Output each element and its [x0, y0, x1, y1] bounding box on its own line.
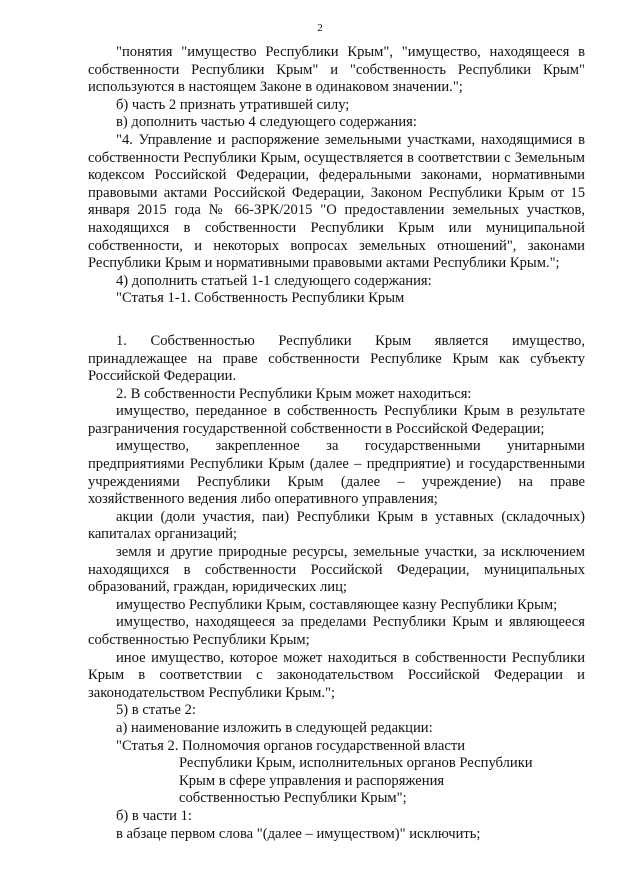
page-number: 2	[317, 22, 323, 34]
paragraph: б) в части 1:	[116, 807, 192, 824]
paragraph: имущество, находящееся за пределами Республики Крым и являющееся собственностью Республики Крым;	[88, 614, 585, 648]
article-heading: "Статья 1-1. Собственность Республики Крым	[116, 290, 405, 307]
paragraph: 2. В собственности Республики Крым может находиться:	[116, 385, 472, 402]
paragraph: а) наименование изложить в следующей редакции:	[116, 719, 433, 736]
paragraph: имущество, закрепленное за государственными унитарными предприятиями Республики Крым (далее – предприятие) и государственными учреждениями Республики Крым (далее – учреждение) на праве хозяйственного ведения либо оперативного управления;	[88, 438, 585, 508]
paragraph: земля и другие природные ресурсы, земельные участки, за исключением находящихся в собственности Российской Федерации, муниципальных образований, граждан, юридических лиц;	[88, 544, 585, 596]
paragraph: 1. Собственностью Республики Крым является имущество, принадлежащее на праве собственности Республике Крым как субъекту Российской Федерации.	[88, 332, 585, 385]
paragraph: акции (доли участия, паи) Республики Крым в уставных (складочных) капиталах организаций;	[88, 508, 585, 543]
paragraph: "понятия "имущество Республики Крым", "имущество, находящееся в собственности Республики Крым" и "собственность Республики Крым" используются в настоящем Законе в одинаковом значении.";	[88, 44, 585, 96]
paragraph: б) часть 2 признать утратившей силу;	[116, 96, 350, 113]
paragraph: имущество, переданное в собственность Республики Крым в результате разграничения государственной собственности в Российской Федерации;	[88, 403, 585, 437]
article-heading: "Статья 2. Полномочия органов государственной власти Республики Крым, исполнительных органов Республики Крым в сфере управления и распоряжения собственностью Республики Крым";	[116, 737, 533, 807]
paragraph: в абзаце первом слова "(далее – имуществом)" исключить;	[116, 825, 481, 842]
paragraph: имущество Республики Крым, составляющее казну Республики Крым;	[116, 596, 558, 613]
paragraph: "4. Управление и распоряжение земельными участками, находящимися в собственности Республики Крым, осуществляется в соответствии с Земельным кодексом Российской Федерации, федеральными законами, нормативными правовыми актами Российской Федерации, Законом Республики Крым от 15 января 2015 года № 66-ЗРК/2015 "О предоставлении земельных участков, находящихся в собственности Республики Крым или муниципальной собственности, и некоторых вопросах земельных отношений", законами Республики Крым и нормативными правовыми актами Республики Крым.";	[88, 131, 585, 272]
paragraph: в) дополнить частью 4 следующего содержания:	[116, 114, 417, 131]
paragraph: иное имущество, которое может находиться в собственности Республики Крым в соответствии с законодательством Российской Федерации и законодательством Республики Крым.";	[88, 649, 585, 701]
spacer	[88, 308, 585, 333]
paragraph: 5) в статье 2:	[116, 702, 196, 719]
document-body	[88, 44, 585, 843]
paragraph: 4) дополнить статьей 1-1 следующего содержания:	[116, 272, 432, 289]
